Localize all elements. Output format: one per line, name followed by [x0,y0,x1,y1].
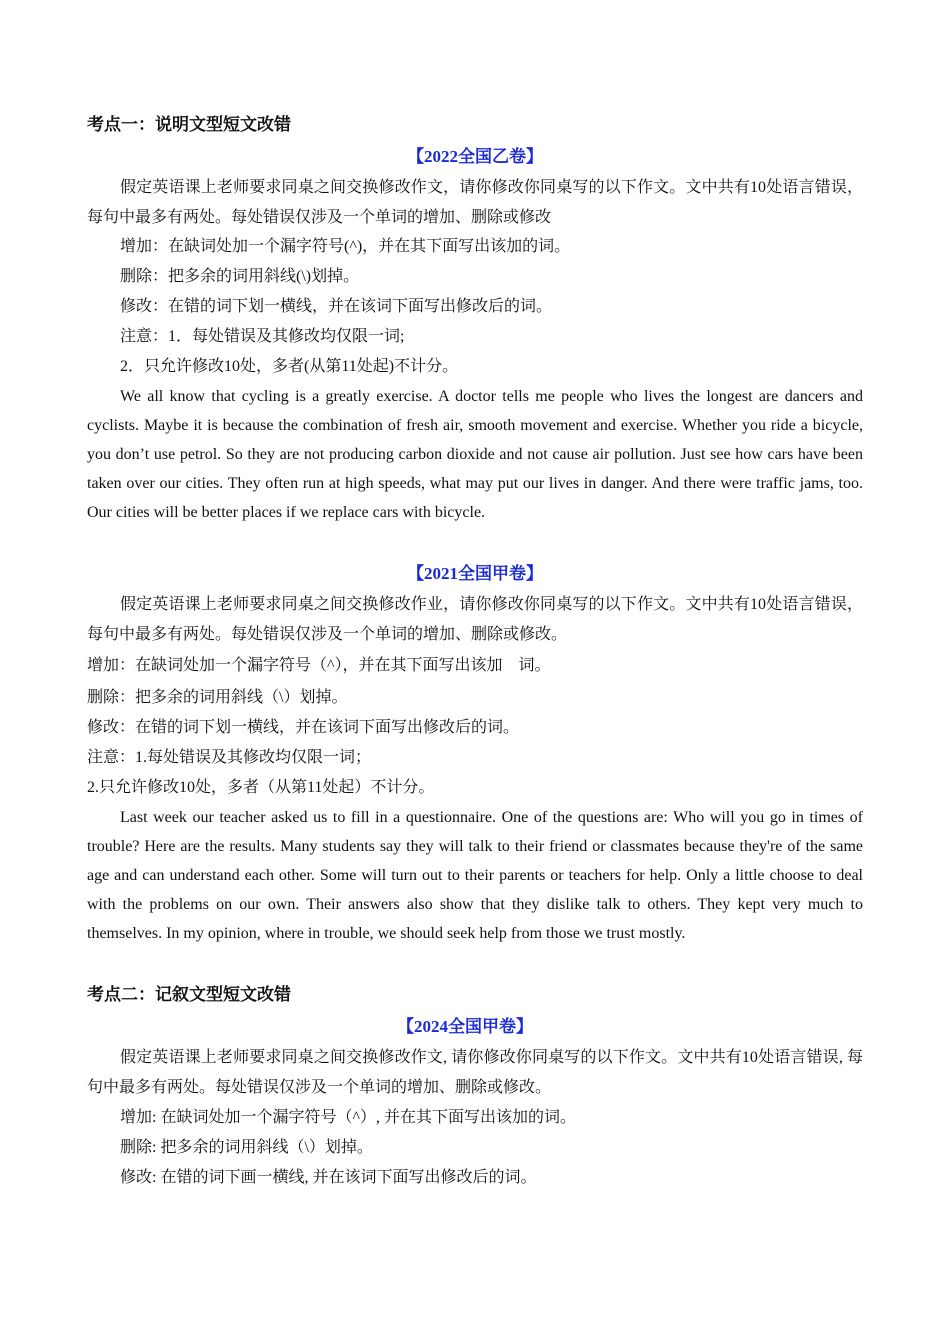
rule-note: 注意：1．每处错误及其修改均仅限一词; [120,328,405,345]
rule-add: 增加：在缺词处加一个漏字符号（^），并在其下面写出该加 词。 [87,657,551,674]
rule-limit: 2．只允许修改10处，多者(从第11处起)不计分。 [120,358,459,375]
document-content [87,110,863,1193]
rule-note: 注意：1.每处错误及其修改均仅限一词； [87,749,372,766]
rule-modify: 修改：在错的词下划一横线，并在该词下面写出修改后的词。 [120,298,553,315]
rule-delete: 删除：把多余的词用斜线（\）划掉。 [87,689,348,706]
rule-add: 增加: 在缺词处加一个漏字符号（^）, 并在其下面写出该加的词。 [120,1109,576,1126]
rule-delete: 删除: 把多余的词用斜线（\）划掉。 [120,1139,373,1156]
rule-delete: 删除：把多余的词用斜线(\)划掉。 [120,268,360,285]
rule-add: 增加：在缺词处加一个漏字符号(^)，并在其下面写出该加的词。 [120,238,571,255]
exam-source-title: 【2021全国甲卷】 [407,564,543,583]
rule-modify: 修改: 在错的词下画一横线, 并在该词下面写出修改后的词。 [120,1169,537,1186]
spacer [87,948,863,980]
section-heading: 考点一：说明文型短文改错 [87,115,291,135]
spacer [87,527,863,557]
section-heading: 考点二：记叙文型短文改错 [87,985,291,1005]
rule-limit: 2.只允许修改10处，多者（从第11处起）不计分。 [87,779,435,796]
instructions-paragraph: 假定英语课上老师要求同桌之间交换修改作文, 请你修改你同桌写的以下作文。文中共有10处语言错误, 每句中最多有两处。每处错误仅涉及一个单词的增加、删除或修改。 [87,1049,863,1096]
english-passage: Last week our teacher asked us to fill in a questionnaire. One of the questions are: Who will you go in times of trouble? Here are the results. Many students say they will talk to their friend or classmates because they're of the same age and can understand each other. Some will turn out to their parents or teachers for help. Only a little choose to deal with the problems on our own. Their answers also show that they dislike talk to others. They kept very much to themselves. In my opinion, where in trouble, we should seek help from those we trust mostly. [87,809,863,942]
instructions-paragraph: 假定英语课上老师要求同桌之间交换修改作文，请你修改你同桌写的以下作文。文中共有10处语言错误，每句中最多有两处。每处错误仅涉及一个单词的增加、删除或修改 [87,179,863,226]
exam-source-title: 【2024全国甲卷】 [397,1017,533,1036]
rule-modify: 修改：在错的词下划一横线，并在该词下面写出修改后的词。 [87,719,520,736]
exam-source-title: 【2022全国乙卷】 [407,147,543,166]
english-passage: We all know that cycling is a greatly exercise. A doctor tells me people who lives the longest are dancers and cyclists. Maybe it is because the combination of fresh air, smooth movement and exercise. Whether you ride a bicycle, you don’t use petrol. So they are not producing carbon dioxide and not cause air pollution. Just see how cars have been taken over our cities. They often run at high speeds, what may put our lives in danger. And there were traffic jams, too. Our cities will be better places if we replace cars with bicycle. [87,388,863,521]
instructions-paragraph: 假定英语课上老师要求同桌之间交换修改作业，请你修改你同桌写的以下作文。文中共有10处语言错误，每句中最多有两处。每处错误仅涉及一个单词的增加、删除或修改。 [87,596,863,643]
